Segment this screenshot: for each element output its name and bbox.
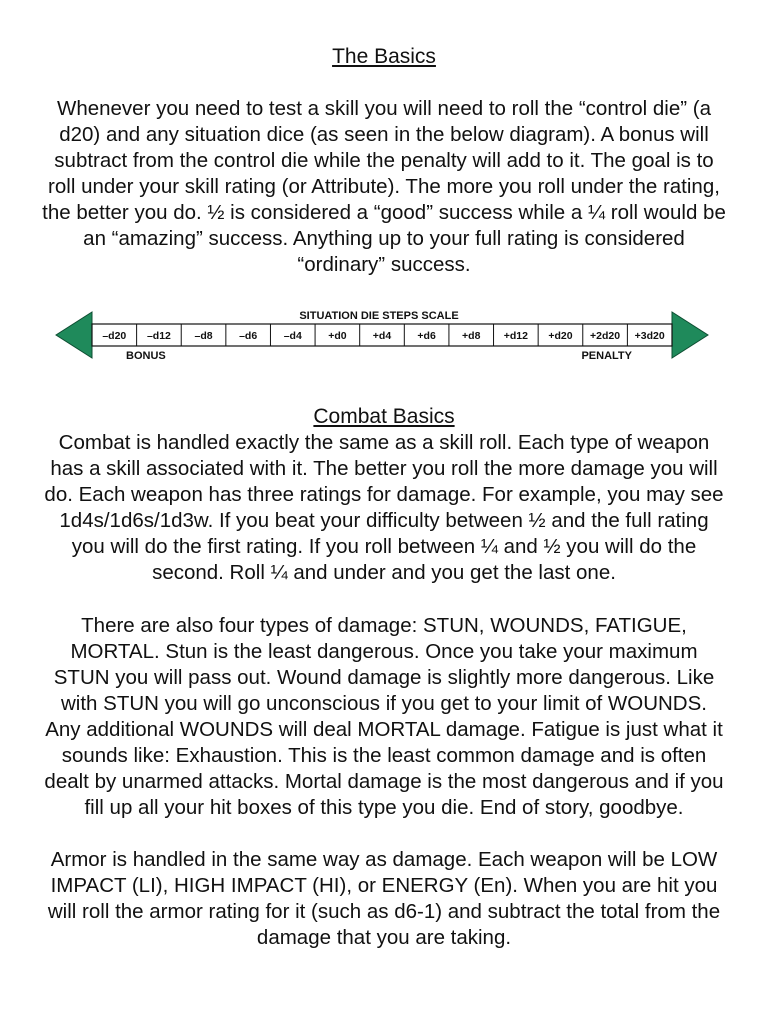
section-title-basics: The Basics bbox=[332, 45, 436, 68]
scale-title: SITUATION DIE STEPS SCALE bbox=[299, 310, 459, 322]
combat-paragraph-damage-types: There are also four types of damage: STUN, WOUNDS, FATIGUE, MORTAL. Stun is the least dangerous. Once you take your maximum STUN you will pass out. Wound damage is slightly more dangerous. Like with STUN you will go unconscious if you get to your limit of WOUNDS. Any additional WOUNDS will deal MORTAL damage. Fatigue is just what it sounds like: Exhaustion. This is the least common damage and is often dealt by unarmed attacks. Mortal damage is the most dangerous and if you fill up all your hit boxes of this type you die. End of story, goodbye. bbox=[44, 614, 724, 819]
scale-step-1: –d12 bbox=[146, 330, 171, 342]
scale-step-3: –d6 bbox=[239, 330, 258, 342]
scale-step-2: –d8 bbox=[194, 330, 213, 342]
combat-paragraph-damage: Combat is handled exactly the same as a skill roll. Each type of weapon has a skill associated with it. The better you roll the more damage you will do. Each weapon has three ratings for damage. For example, you may see 1d4s/1d6s/1d3w. If you beat your difficulty between ½ and the full rating you will do the first rating. If you roll between ¼ and ½ you will do the second. Roll ¼ and under and you get the last one. bbox=[44, 431, 724, 584]
basics-paragraph: Whenever you need to test a skill you will need to roll the “control die” (a d20) and any situation dice (as seen in the below diagram). A bonus will subtract from the control die while the penalty will add to it. The goal is to roll under your skill rating (or Attribute). The more you roll under the rating, the better you do. ½ is considered a “good” success while a ¼ roll would be an “amazing” success. Anything up to your full rating is considered “ordinary” success. bbox=[42, 97, 726, 276]
scale-penalty-label: PENALTY bbox=[581, 350, 632, 362]
scale-step-6: +d4 bbox=[372, 330, 392, 342]
scale-left-arrowhead bbox=[56, 312, 92, 358]
situation-die-scale-diagram bbox=[52, 303, 732, 371]
scale-bonus-label: BONUS bbox=[126, 350, 166, 362]
scale-step-11: +2d20 bbox=[590, 330, 621, 342]
combat-paragraph-armor: Armor is handled in the same way as damage. Each weapon will be LOW IMPACT (LI), HIGH IMPACT (HI), or ENERGY (En). When you are hit you will roll the armor rating for it (such as d6-1) and subtract the total from the damage that you are taking. bbox=[47, 848, 721, 949]
scale-step-9: +d12 bbox=[503, 330, 528, 342]
scale-step-5: +d0 bbox=[328, 330, 347, 342]
scale-step-10: +d20 bbox=[548, 330, 573, 342]
scale-step-4: –d4 bbox=[283, 330, 302, 342]
scale-step-8: +d8 bbox=[462, 330, 481, 342]
situation-die-scale bbox=[52, 303, 732, 371]
scale-step-0: –d20 bbox=[102, 330, 127, 342]
section-title-combat: Combat Basics bbox=[313, 405, 455, 428]
scale-step-12: +3d20 bbox=[634, 330, 665, 342]
scale-right-arrowhead bbox=[672, 312, 708, 358]
scale-step-7: +d6 bbox=[417, 330, 436, 342]
